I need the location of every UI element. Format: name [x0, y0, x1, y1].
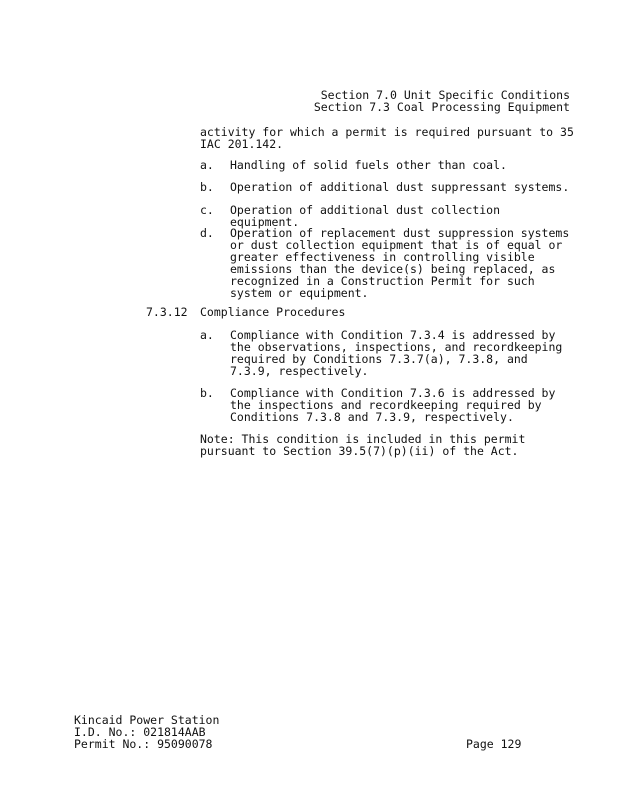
- section-header-line-1: Section 7.0 Unit Specific Conditions: [320, 88, 570, 102]
- section-number: 7.3.12: [146, 305, 188, 319]
- item-text: Operation of additional dust collection equipment.: [230, 203, 501, 229]
- item-text: Operation of replacement dust suppression systems or dust collection equipment that is of equal or greater effectiveness in controlling visible emissions than the device(s) being replaced, as recognized in a Construction Permit for such system or equipment.: [230, 226, 570, 300]
- section-title: Compliance Procedures: [200, 305, 346, 319]
- note-paragraph: Note: This condition is included in this permit pursuant to Section 39.5(7)(p)(ii) of the Act.: [200, 432, 526, 458]
- footer-id-number: I.D. No.: 021814AAB: [74, 725, 206, 739]
- item-label: c.: [200, 203, 214, 217]
- item-text: Handling of solid fuels other than coal.: [230, 158, 507, 172]
- footer-permit-number: Permit No.: 95090078: [74, 737, 213, 751]
- item-text: Operation of additional dust suppressant systems.: [230, 180, 570, 194]
- item-label: a.: [200, 158, 214, 172]
- section-header-line-2: Section 7.3 Coal Processing Equipment: [313, 100, 570, 114]
- intro-paragraph: activity for which a permit is required pursuant to 35 IAC 201.142.: [200, 125, 574, 151]
- item-label: a.: [200, 328, 214, 342]
- item-text: Compliance with Condition 7.3.4 is addressed by the observations, inspections, and recordkeeping required by Conditions 7.3.7(a), 7.3.8, and 7.3.9, respectively.: [230, 328, 563, 378]
- page-number: Page 129: [466, 737, 522, 751]
- item-text: Compliance with Condition 7.3.6 is addressed by the inspections and recordkeeping required by Conditions 7.3.8 and 7.3.9, respectively.: [230, 386, 556, 424]
- item-label: d.: [200, 226, 214, 240]
- item-label: b.: [200, 180, 214, 194]
- item-label: b.: [200, 386, 214, 400]
- footer-station-name: Kincaid Power Station: [74, 713, 220, 727]
